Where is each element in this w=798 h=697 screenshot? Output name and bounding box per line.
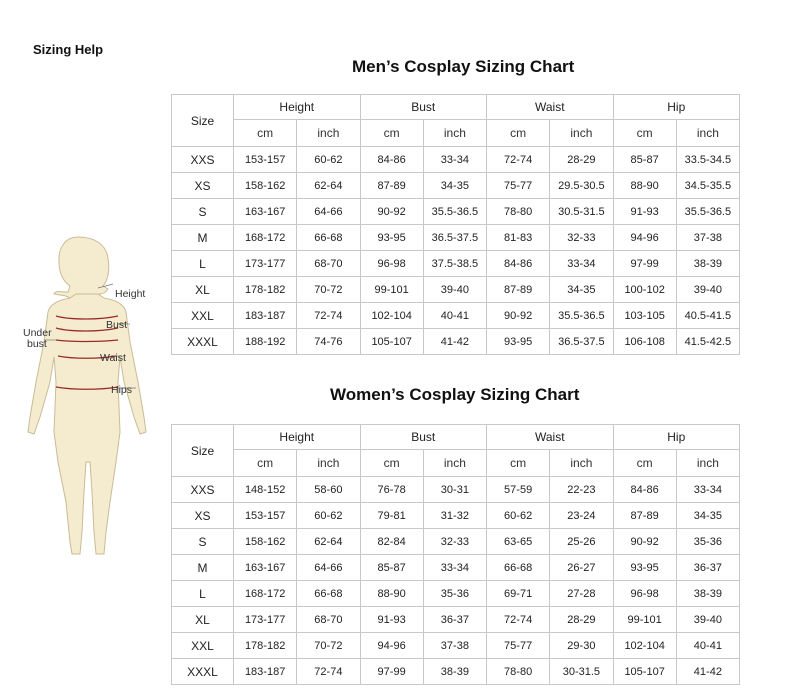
- measure-cell: 30-31.5: [550, 659, 613, 685]
- measure-cell: 64-66: [297, 555, 360, 581]
- table-row: [172, 147, 740, 173]
- under-label: Under: [23, 327, 52, 339]
- size-cell: XL: [172, 607, 234, 633]
- measure-cell: 85-87: [613, 147, 676, 173]
- measure-cell: 41.5-42.5: [676, 329, 739, 355]
- measure-cell: 58-60: [297, 477, 360, 503]
- measure-cell: 37.5-38.5: [423, 251, 486, 277]
- measure-cell: 70-72: [297, 277, 360, 303]
- measure-cell: 60-62: [487, 503, 550, 529]
- measure-cell: 40-41: [423, 303, 486, 329]
- size-cell: XXXL: [172, 329, 234, 355]
- measure-cell: 103-105: [613, 303, 676, 329]
- unit-header: cm: [234, 450, 297, 477]
- measure-cell: 84-86: [360, 147, 423, 173]
- measure-cell: 30-31: [423, 477, 486, 503]
- measure-cell: 72-74: [297, 659, 360, 685]
- size-cell: M: [172, 225, 234, 251]
- unit-header: cm: [360, 120, 423, 147]
- measure-cell: 148-152: [234, 477, 297, 503]
- measure-cell: 35.5-36.5: [423, 199, 486, 225]
- measure-cell: 106-108: [613, 329, 676, 355]
- measure-cell: 41-42: [423, 329, 486, 355]
- table-row: [172, 659, 740, 685]
- size-cell: XXS: [172, 477, 234, 503]
- measure-cell: 33-34: [550, 251, 613, 277]
- measure-cell: 33-34: [676, 477, 739, 503]
- measure-cell: 33.5-34.5: [676, 147, 739, 173]
- measure-cell: 87-89: [613, 503, 676, 529]
- womens-chart-title: Women’s Cosplay Sizing Chart: [330, 385, 580, 404]
- measure-cell: 27-28: [550, 581, 613, 607]
- unit-header: cm: [487, 120, 550, 147]
- measure-cell: 93-95: [613, 555, 676, 581]
- height-header: Height: [234, 425, 361, 450]
- size-header: Size: [172, 425, 234, 477]
- measure-cell: 32-33: [550, 225, 613, 251]
- measure-cell: 96-98: [360, 251, 423, 277]
- measure-cell: 72-74: [487, 607, 550, 633]
- mens-sizing-table: [171, 94, 740, 355]
- sizing-help-title: Sizing Help: [33, 42, 104, 57]
- mens-chart-title: Men’s Cosplay Sizing Chart: [352, 57, 575, 76]
- measure-cell: 91-93: [360, 607, 423, 633]
- table-row: [172, 199, 740, 225]
- unit-header: inch: [297, 450, 360, 477]
- measure-cell: 94-96: [360, 633, 423, 659]
- size-cell: XXL: [172, 633, 234, 659]
- measure-cell: 64-66: [297, 199, 360, 225]
- measure-cell: 38-39: [423, 659, 486, 685]
- size-cell: L: [172, 251, 234, 277]
- table-row: [172, 581, 740, 607]
- unit-header: inch: [550, 120, 613, 147]
- measure-cell: 87-89: [487, 277, 550, 303]
- height-header: Height: [234, 95, 361, 120]
- measure-cell: 34-35: [550, 277, 613, 303]
- unit-header: inch: [423, 120, 486, 147]
- measure-cell: 102-104: [360, 303, 423, 329]
- measure-cell: 72-74: [297, 303, 360, 329]
- measure-cell: 29.5-30.5: [550, 173, 613, 199]
- measure-cell: 163-167: [234, 199, 297, 225]
- measure-cell: 168-172: [234, 225, 297, 251]
- measure-cell: 105-107: [613, 659, 676, 685]
- measure-cell: 105-107: [360, 329, 423, 355]
- measure-cell: 36-37: [676, 555, 739, 581]
- measure-cell: 38-39: [676, 581, 739, 607]
- size-cell: XS: [172, 503, 234, 529]
- unit-header: cm: [234, 120, 297, 147]
- unit-header: cm: [613, 120, 676, 147]
- measure-cell: 66-68: [487, 555, 550, 581]
- size-cell: XXXL: [172, 659, 234, 685]
- measure-cell: 74-76: [297, 329, 360, 355]
- measure-cell: 68-70: [297, 607, 360, 633]
- measure-cell: 75-77: [487, 633, 550, 659]
- measure-cell: 88-90: [613, 173, 676, 199]
- measure-cell: 168-172: [234, 581, 297, 607]
- table-row: [172, 225, 740, 251]
- measure-cell: 33-34: [423, 555, 486, 581]
- measure-cell: 35.5-36.5: [676, 199, 739, 225]
- measure-cell: 153-157: [234, 147, 297, 173]
- waist-header: Waist: [487, 95, 614, 120]
- table-row: [172, 503, 740, 529]
- measure-cell: 97-99: [613, 251, 676, 277]
- measure-cell: 178-182: [234, 277, 297, 303]
- measure-cell: 26-27: [550, 555, 613, 581]
- measure-cell: 40.5-41.5: [676, 303, 739, 329]
- measure-cell: 97-99: [360, 659, 423, 685]
- measure-cell: 100-102: [613, 277, 676, 303]
- measure-cell: 94-96: [613, 225, 676, 251]
- measure-cell: 28-29: [550, 607, 613, 633]
- measure-cell: 39-40: [676, 607, 739, 633]
- measure-cell: 69-71: [487, 581, 550, 607]
- size-cell: XS: [172, 173, 234, 199]
- measure-cell: 68-70: [297, 251, 360, 277]
- measure-cell: 66-68: [297, 581, 360, 607]
- measure-cell: 90-92: [487, 303, 550, 329]
- measure-cell: 37-38: [676, 225, 739, 251]
- measure-cell: 70-72: [297, 633, 360, 659]
- measure-cell: 90-92: [360, 199, 423, 225]
- table-row: [172, 607, 740, 633]
- measure-cell: 78-80: [487, 659, 550, 685]
- measure-cell: 153-157: [234, 503, 297, 529]
- measure-cell: 93-95: [360, 225, 423, 251]
- measure-cell: 183-187: [234, 659, 297, 685]
- measure-cell: 60-62: [297, 147, 360, 173]
- unit-header: cm: [360, 450, 423, 477]
- measure-cell: 158-162: [234, 529, 297, 555]
- measure-cell: 38-39: [676, 251, 739, 277]
- measure-cell: 62-64: [297, 529, 360, 555]
- measure-cell: 84-86: [613, 477, 676, 503]
- size-cell: M: [172, 555, 234, 581]
- hips-label: Hips: [111, 384, 133, 396]
- measure-cell: 39-40: [423, 277, 486, 303]
- table-row: [172, 251, 740, 277]
- size-cell: L: [172, 581, 234, 607]
- measure-cell: 93-95: [487, 329, 550, 355]
- height-label: Height: [115, 288, 146, 300]
- unit-header: inch: [550, 450, 613, 477]
- measure-cell: 63-65: [487, 529, 550, 555]
- size-header: Size: [172, 95, 234, 147]
- bust-header: Bust: [360, 95, 487, 120]
- measure-cell: 173-177: [234, 607, 297, 633]
- measure-cell: 36.5-37.5: [423, 225, 486, 251]
- table-row: [172, 277, 740, 303]
- measure-cell: 78-80: [487, 199, 550, 225]
- measure-cell: 22-23: [550, 477, 613, 503]
- measure-cell: 36.5-37.5: [550, 329, 613, 355]
- unit-header: inch: [676, 450, 739, 477]
- measure-cell: 96-98: [613, 581, 676, 607]
- measure-cell: 40-41: [676, 633, 739, 659]
- measure-cell: 34-35: [423, 173, 486, 199]
- measure-cell: 76-78: [360, 477, 423, 503]
- size-cell: XXL: [172, 303, 234, 329]
- figure-head: [54, 237, 109, 298]
- measure-cell: 41-42: [676, 659, 739, 685]
- size-cell: XL: [172, 277, 234, 303]
- measure-cell: 178-182: [234, 633, 297, 659]
- measure-cell: 85-87: [360, 555, 423, 581]
- table-row: [172, 555, 740, 581]
- measure-cell: 35.5-36.5: [550, 303, 613, 329]
- measure-cell: 82-84: [360, 529, 423, 555]
- measure-cell: 28-29: [550, 147, 613, 173]
- measure-cell: 33-34: [423, 147, 486, 173]
- measure-cell: 57-59: [487, 477, 550, 503]
- table-row: [172, 173, 740, 199]
- unit-header: cm: [487, 450, 550, 477]
- measure-cell: 29-30: [550, 633, 613, 659]
- measure-cell: 173-177: [234, 251, 297, 277]
- measure-cell: 90-92: [613, 529, 676, 555]
- measure-cell: 23-24: [550, 503, 613, 529]
- size-cell: S: [172, 199, 234, 225]
- unit-header: cm: [613, 450, 676, 477]
- measure-cell: 81-83: [487, 225, 550, 251]
- measure-cell: 36-37: [423, 607, 486, 633]
- measure-cell: 158-162: [234, 173, 297, 199]
- measure-cell: 91-93: [613, 199, 676, 225]
- measure-cell: 39-40: [676, 277, 739, 303]
- measure-cell: 75-77: [487, 173, 550, 199]
- table-row: [172, 303, 740, 329]
- bust-label: Bust: [106, 319, 128, 331]
- table-row: [172, 477, 740, 503]
- measure-cell: 102-104: [613, 633, 676, 659]
- measure-cell: 66-68: [297, 225, 360, 251]
- measure-cell: 84-86: [487, 251, 550, 277]
- measure-cell: 34.5-35.5: [676, 173, 739, 199]
- measure-cell: 183-187: [234, 303, 297, 329]
- measure-cell: 72-74: [487, 147, 550, 173]
- measure-cell: 99-101: [360, 277, 423, 303]
- measure-cell: 60-62: [297, 503, 360, 529]
- measure-cell: 79-81: [360, 503, 423, 529]
- unit-header: inch: [423, 450, 486, 477]
- measure-cell: 31-32: [423, 503, 486, 529]
- size-cell: S: [172, 529, 234, 555]
- underbust-word-label: bust: [27, 338, 47, 350]
- measure-cell: 87-89: [360, 173, 423, 199]
- table-row: [172, 329, 740, 355]
- womens-sizing-table: [171, 424, 740, 685]
- table-row: [172, 633, 740, 659]
- bust-header: Bust: [360, 425, 487, 450]
- measure-cell: 88-90: [360, 581, 423, 607]
- measure-cell: 35-36: [676, 529, 739, 555]
- hip-header: Hip: [613, 425, 740, 450]
- measure-cell: 37-38: [423, 633, 486, 659]
- measure-cell: 163-167: [234, 555, 297, 581]
- measure-cell: 30.5-31.5: [550, 199, 613, 225]
- measure-cell: 25-26: [550, 529, 613, 555]
- waist-header: Waist: [487, 425, 614, 450]
- hip-header: Hip: [613, 95, 740, 120]
- measure-cell: 99-101: [613, 607, 676, 633]
- unit-header: inch: [297, 120, 360, 147]
- measure-cell: 32-33: [423, 529, 486, 555]
- waist-label: Waist: [100, 352, 126, 364]
- body-measurement-figure: [18, 232, 168, 562]
- measure-cell: 62-64: [297, 173, 360, 199]
- unit-header: inch: [676, 120, 739, 147]
- measure-cell: 188-192: [234, 329, 297, 355]
- size-cell: XXS: [172, 147, 234, 173]
- measure-cell: 35-36: [423, 581, 486, 607]
- table-row: [172, 529, 740, 555]
- measure-cell: 34-35: [676, 503, 739, 529]
